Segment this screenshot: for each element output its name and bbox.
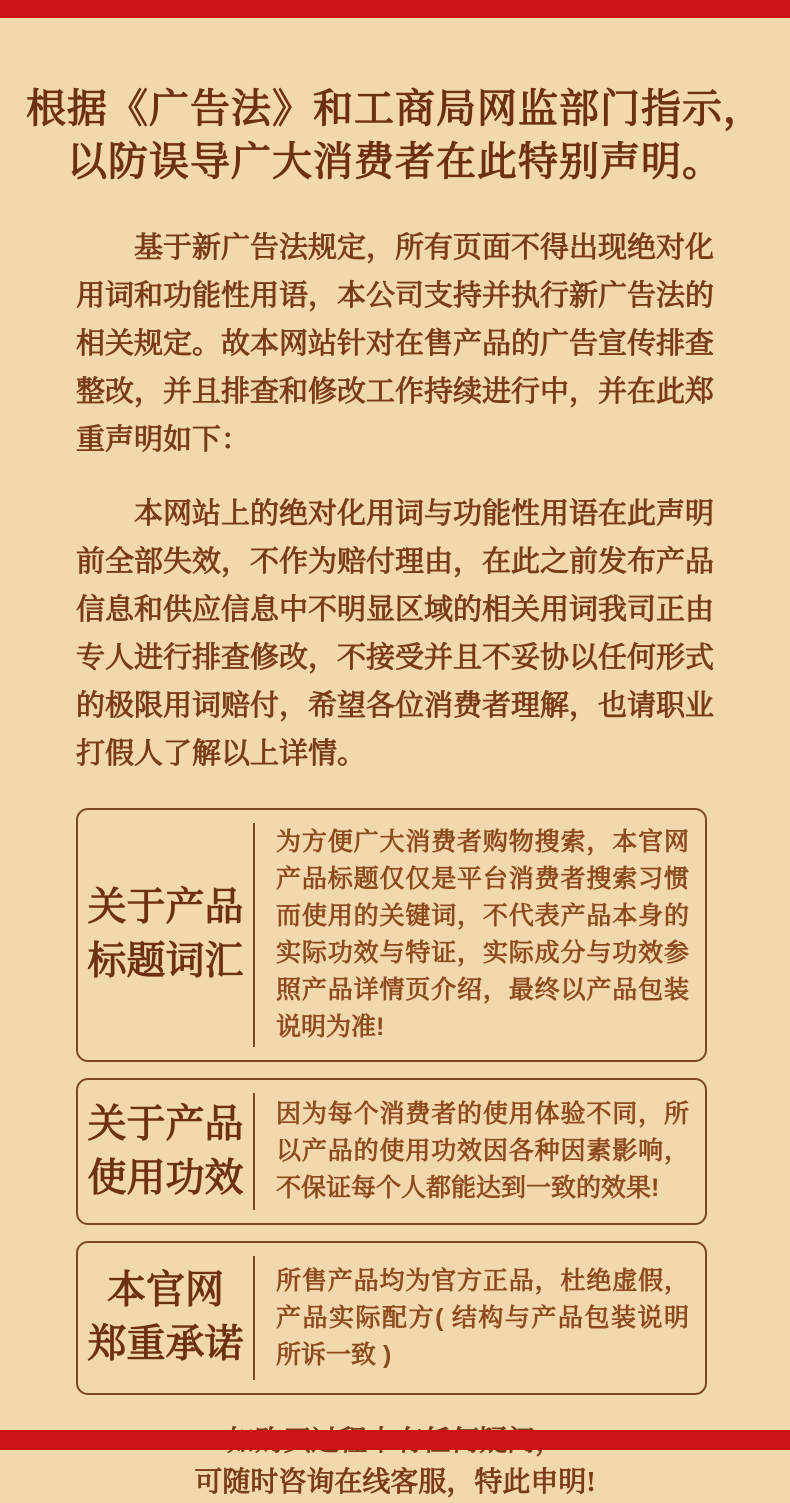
disclaimer-content	[0, 18, 790, 1503]
box-label-line-2: 郑重承诺	[87, 1323, 244, 1366]
box-label-line-2: 使用功效	[87, 1156, 244, 1200]
statement-paragraph-1: 基于新广告法规定，所有页面不得出现绝对化用词和功能性用语，本公司支持并执行新广告法的相关规定。故本网站针对在售产品的广告宣传排查整改，并且排查和修改工作持续进行中，并在此郑重声明如下：	[76, 232, 715, 456]
page-title-line-2: 以防误导广大消费者在此特别声明。	[67, 139, 723, 184]
box-text-product-title-keywords: 为方便广大消费者购物搜索，本官网产品标题仅仅是平台消费者搜索习惯而使用的关键词，不代表产品本身的实际功效与特证，实际成分与功效参照产品详情页介绍，最终以产品包装说明为准!	[276, 828, 689, 1041]
box-label-line-1: 本官网	[106, 1269, 224, 1312]
notice-box-group	[76, 808, 714, 1395]
bottom-red-band	[0, 1430, 790, 1450]
box-label-line-2: 标题词汇	[87, 940, 244, 983]
box-text-official-promise: 所售产品均为官方正品，杜绝虚假，产品实际配方( 结构与产品包装说明所诉一致 )	[276, 1266, 689, 1369]
box-text-product-usage-effect: 因为每个消费者的使用体验不同，所以产品的使用功效因各种因素影响，不保证每个人都能达到一致的效果!	[276, 1100, 689, 1202]
box-label-product-title-keywords	[78, 810, 253, 1060]
footer-line-2: 可随时咨询在线客服，特此申明!	[194, 1467, 596, 1498]
box-label-official-promise	[78, 1243, 253, 1393]
box-label-line-1: 关于产品	[87, 886, 244, 929]
box-label-product-usage-effect	[78, 1080, 253, 1223]
top-red-band	[0, 0, 790, 18]
page-title	[0, 18, 790, 188]
box-label-line-1: 关于产品	[87, 1102, 244, 1146]
page-title-line-1: 根据《广告法》和工商局网监部门指示，	[26, 86, 764, 131]
notice-box-product-usage-effect	[76, 1078, 707, 1225]
notice-box-official-promise	[76, 1241, 707, 1395]
statement-paragraph-2: 本网站上的绝对化用词与功能性用语在此声明前全部失效，不作为赔付理由，在此之前发布产品信息和供应信息中不明显区域的相关用词我司正由专人进行排查修改，不接受并且不妥协以任何形式的极限用词赔付，希望各位消费者理解，也请职业打假人了解以上详情。	[76, 498, 715, 770]
notice-box-product-title-keywords	[76, 808, 707, 1062]
